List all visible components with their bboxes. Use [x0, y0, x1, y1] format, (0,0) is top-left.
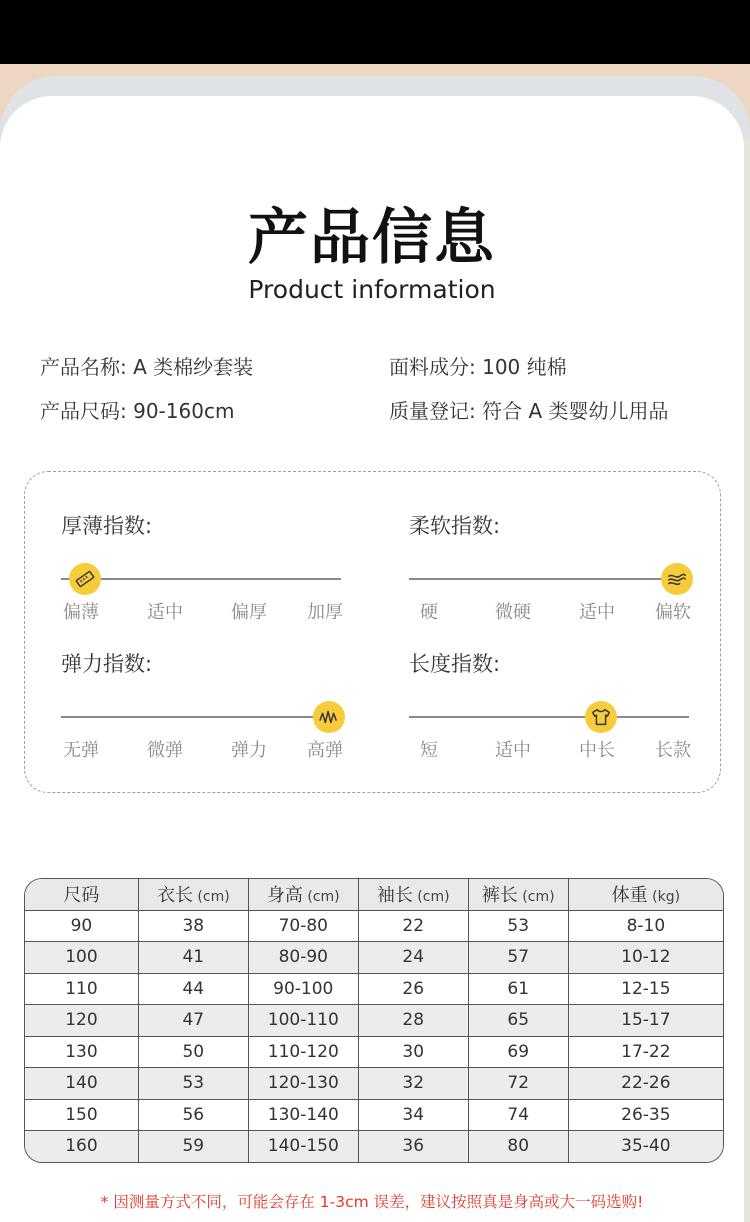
table-cell: 100 [25, 942, 139, 974]
table-cell: 70-80 [249, 911, 359, 943]
table-cell: 140-150 [249, 1131, 359, 1162]
product-name [40, 353, 253, 381]
top-black-bar [0, 0, 750, 64]
table-cell: 140 [25, 1068, 139, 1100]
table-cell: 90-100 [249, 974, 359, 1006]
table-cell: 30 [359, 1037, 469, 1069]
side-strip [744, 140, 750, 1222]
table-row [25, 1100, 723, 1132]
table-cell: 100-110 [249, 1005, 359, 1037]
index-level-label: 中长 [579, 740, 615, 761]
table-row [25, 974, 723, 1006]
table-cell: 44 [139, 974, 249, 1006]
table-row [25, 1068, 723, 1100]
table-cell: 38 [139, 911, 249, 943]
fabric-composition [389, 353, 567, 381]
table-header-cell: 衣长 (cm) [139, 879, 249, 911]
table-cell: 47 [139, 1005, 249, 1037]
table-cell: 22 [359, 911, 469, 943]
table-cell: 26 [359, 974, 469, 1006]
index-level-label: 高弹 [307, 740, 343, 761]
table-cell: 26-35 [569, 1100, 723, 1132]
table-row [25, 1131, 723, 1162]
quality-label: 质量登记: [389, 399, 476, 423]
index-level-label: 适中 [579, 602, 615, 623]
table-cell: 90 [25, 911, 139, 943]
index-track [409, 716, 689, 718]
index-level-label: 偏软 [655, 602, 691, 623]
table-header-cell: 尺码 [25, 879, 139, 911]
table-cell: 34 [359, 1100, 469, 1132]
index-track [61, 716, 341, 718]
table-cell: 15-17 [569, 1005, 723, 1037]
table-header-cell: 袖长 (cm) [359, 879, 469, 911]
page-title: 产品信息 [248, 203, 496, 273]
table-cell: 36 [359, 1131, 469, 1162]
index-level-label: 偏厚 [231, 602, 267, 623]
table-cell: 28 [359, 1005, 469, 1037]
table-cell: 69 [469, 1037, 569, 1069]
product-name-label: 产品名称: [40, 355, 127, 379]
index-level-label: 适中 [147, 602, 183, 623]
ruler-icon [69, 563, 101, 595]
fabric-value: 100 纯棉 [482, 355, 567, 379]
table-cell: 150 [25, 1100, 139, 1132]
table-cell: 65 [469, 1005, 569, 1037]
index-level-label: 微弹 [147, 740, 183, 761]
table-cell: 110 [25, 974, 139, 1006]
table-cell: 74 [469, 1100, 569, 1132]
index-level-label: 偏薄 [63, 602, 99, 623]
table-header-cell: 体重 (kg) [569, 879, 723, 911]
index-panel [24, 471, 721, 793]
index-level-label: 加厚 [307, 602, 343, 623]
table-row [25, 942, 723, 974]
table-cell: 72 [469, 1068, 569, 1100]
table-cell: 61 [469, 974, 569, 1006]
table-cell: 59 [139, 1131, 249, 1162]
index-level-label: 短 [420, 740, 438, 761]
table-cell: 35-40 [569, 1131, 723, 1162]
table-cell: 110-120 [249, 1037, 359, 1069]
table-cell: 56 [139, 1100, 249, 1132]
table-row [25, 1037, 723, 1069]
table-cell: 130 [25, 1037, 139, 1069]
table-cell: 10-12 [569, 942, 723, 974]
quality-grade [389, 397, 669, 425]
table-body [25, 911, 723, 1162]
table-cell: 8-10 [569, 911, 723, 943]
fabric-label: 面料成分: [389, 355, 476, 379]
table-cell: 17-22 [569, 1037, 723, 1069]
index-level-label: 硬 [420, 602, 438, 623]
spring-icon [313, 701, 345, 733]
table-cell: 50 [139, 1037, 249, 1069]
table-cell: 12-15 [569, 974, 723, 1006]
table-cell: 22-26 [569, 1068, 723, 1100]
index-title: 长度指数: [409, 652, 501, 676]
table-cell: 120 [25, 1005, 139, 1037]
table-header-row [25, 879, 723, 911]
table-cell: 80-90 [249, 942, 359, 974]
index-level-label: 无弹 [63, 740, 99, 761]
index-level-label: 长款 [655, 740, 691, 761]
quality-value: 符合 A 类婴幼儿用品 [482, 399, 669, 423]
index-track [61, 578, 341, 580]
table-cell: 160 [25, 1131, 139, 1162]
table-header-cell: 裤长 (cm) [469, 879, 569, 911]
product-name-value: A 类棉纱套装 [133, 355, 254, 379]
product-info-card [0, 96, 744, 1222]
table-cell: 53 [469, 911, 569, 943]
index-track [409, 578, 689, 580]
feather-icon [661, 563, 693, 595]
table-cell: 53 [139, 1068, 249, 1100]
size-label: 产品尺码: [40, 399, 127, 423]
table-cell: 130-140 [249, 1100, 359, 1132]
table-cell: 80 [469, 1131, 569, 1162]
size-chart-table [24, 878, 724, 1163]
page-subtitle: Product information [248, 275, 496, 304]
table-row [25, 1005, 723, 1037]
table-cell: 41 [139, 942, 249, 974]
table-row [25, 911, 723, 943]
table-cell: 57 [469, 942, 569, 974]
product-size [40, 397, 234, 425]
index-level-label: 适中 [495, 740, 531, 761]
tshirt-icon [585, 701, 617, 733]
table-cell: 32 [359, 1068, 469, 1100]
index-level-label: 弹力 [231, 740, 267, 761]
measurement-note: * 因测量方式不同，可能会存在 1-3cm 误差，建议按照真是身高或大一码选购! [100, 1193, 644, 1211]
index-title: 厚薄指数: [61, 514, 153, 538]
table-cell: 120-130 [249, 1068, 359, 1100]
index-title: 柔软指数: [409, 514, 501, 538]
index-title: 弹力指数: [61, 652, 153, 676]
table-cell: 24 [359, 942, 469, 974]
table-header-cell: 身高 (cm) [249, 879, 359, 911]
index-level-label: 微硬 [495, 602, 531, 623]
size-value: 90-160cm [133, 399, 235, 423]
